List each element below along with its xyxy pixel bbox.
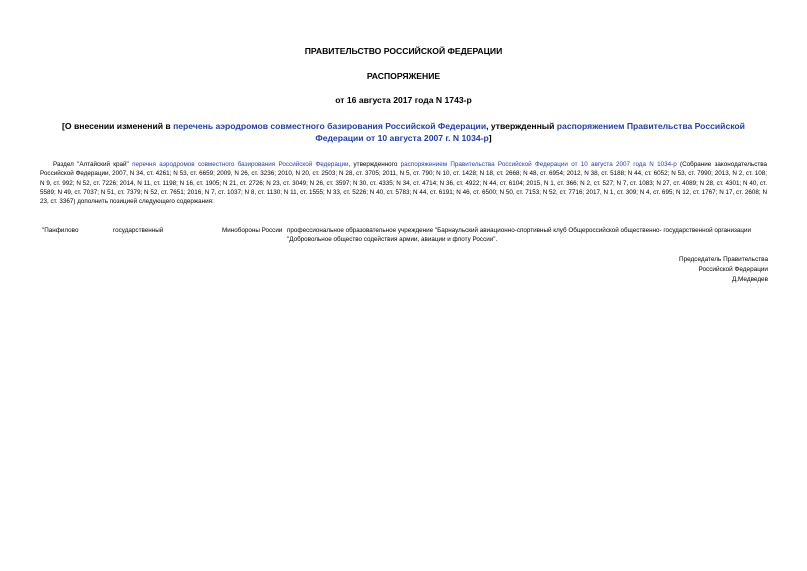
signature-name: Д.Медведев xyxy=(731,276,768,283)
body-paragraph xyxy=(40,160,767,206)
ministry-cell: Минобороны России xyxy=(222,227,283,234)
body-text-3: (Собрание законодательства Российской Федерации, 2007, N 34, ст. 4261; N 53, ст. 6659; 2009, N 26, ст. 3236; 2010, N 20, ст. 2503; N 28, ст. 3705; 2011, N 5, ст. 790; N 10, ст. 1428; N 18, ст. 2668; N 48, ст. 6954; 2012, N 38, ст. 5188; N 44, ст. 6052; N 53, ст. 7990; 2013, N 2, ст. 108; N 9, ст. 992; N 52, ст. 7226; 2014, N 11, ст. 1198; N 16, ст. 1905; N 21, ст. 2726; N 23, ст. 3049; N 26, ст. 3597; N 30, ст. 4335; N 34, ст. 4714; N 36, ст. 4922; N 44, ст. 6104; 2015, N 1, ст. 366; N 2, ст. 527; N 7, ст. 1083; N 27, ст. 4089; N 28, ст. 4301; N 40, ст. 5589; N 49, ст. 7037; N 51, ст. 7379; N 52, ст. 7651; 2016, N 7, ст. 1037; N 8, ст. 1130; N 11, ст. 1555; N 33, ст. 5226; N 40, ст. 5783; N 44, ст. 6191; N 46, ст. 6500; N 50, ст. 7153; N 52, ст. 7716; 2017, N 1, ст. 309; N 4, ст. 695; N 12, ст. 1767; N 17, ст. 2608; N 23, ст. 3367) дополнить позицией следующего содержания: xyxy=(40,161,768,206)
date-number-heading: от 16 августа 2017 года N 1743-р xyxy=(335,95,472,105)
signature-government: Российской Федерации xyxy=(698,266,768,273)
issuer-heading: ПРАВИТЕЛЬСТВО РОССИЙСКОЙ ФЕДЕРАЦИИ xyxy=(304,46,503,56)
body-link-decree[interactable]: распоряжением Правительства Российской Федерации от 10 августа 2007 года N 1034-р xyxy=(400,161,677,168)
title-text-start: [О внесении изменений в xyxy=(62,121,174,131)
title-link-decree[interactable]: распоряжением Правительства Российской Федерации от 10 августа 2007 г. N 1034-р xyxy=(315,121,745,143)
status-cell: государственный xyxy=(113,227,164,234)
organization-cell: профессиональное образовательное учреждение "Барнаульский авиационно-спортивный клуб Общероссийской общественно- государственной организации "Добровольное общество содействия армии, авиации и флоту России". xyxy=(287,227,752,243)
title-text-end: ] xyxy=(488,132,492,143)
title-link-aerodrome-list[interactable]: перечень аэродромов совместного базирования Российской Федерации xyxy=(173,121,487,131)
signature-block xyxy=(560,255,768,285)
body-link-aerodrome-list[interactable]: перечня аэродромов совместного базирования Российской Федерации xyxy=(132,161,349,168)
document-type-heading: РАСПОРЯЖЕНИЕ xyxy=(366,71,441,81)
body-text-2: , утвержденного xyxy=(348,161,401,168)
table-row xyxy=(40,226,767,250)
title-text-middle: , утвержденный xyxy=(486,121,557,131)
body-text-1: Раздел "Алтайский край" xyxy=(53,161,133,168)
document-title xyxy=(40,121,767,144)
aerodrome-name-cell: "Панфилово xyxy=(42,227,79,234)
signature-position: Председатель Правительства xyxy=(679,256,768,263)
